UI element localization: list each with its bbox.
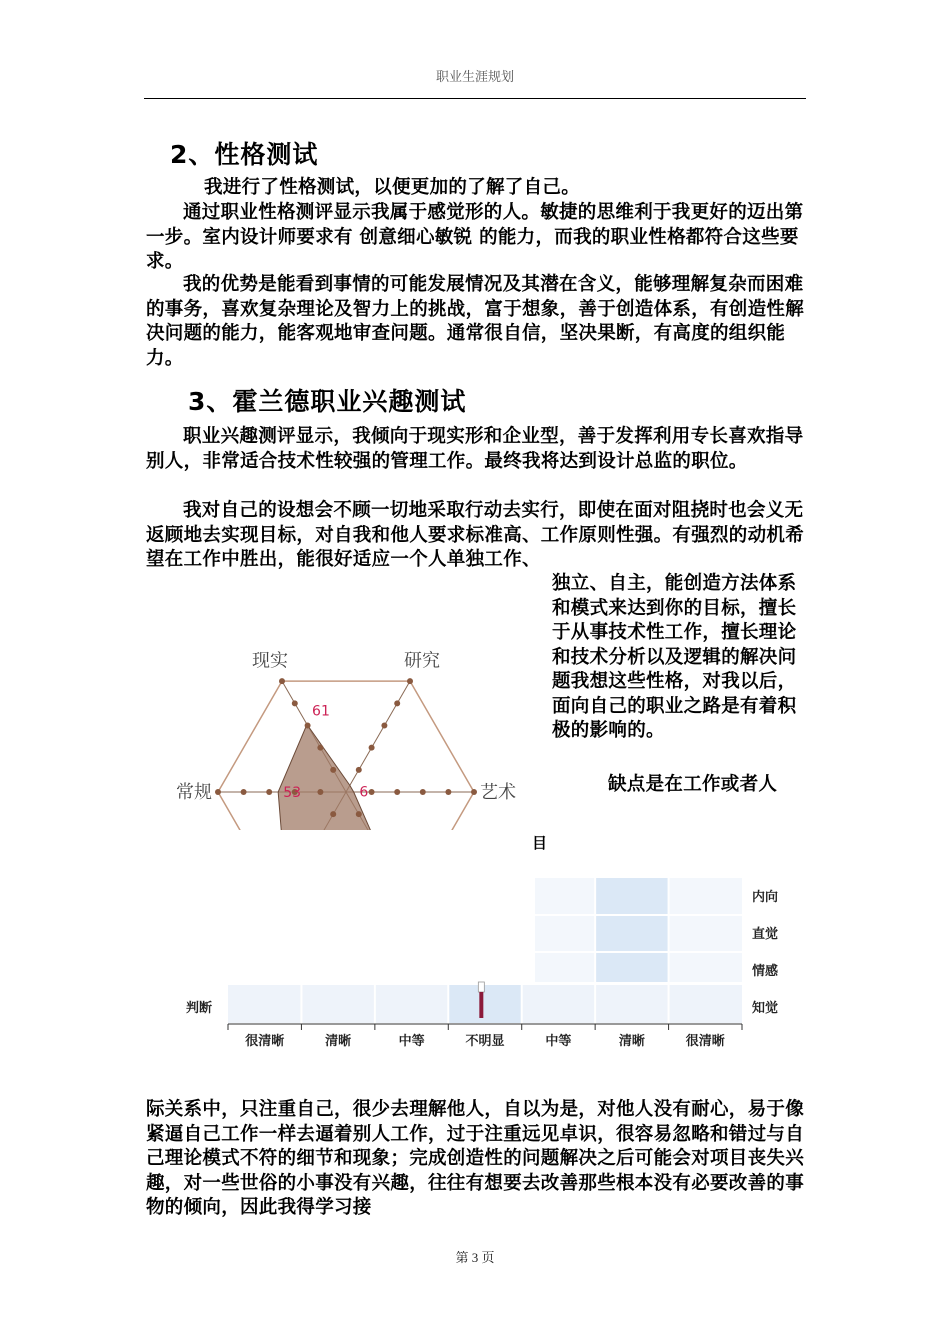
radar-grid-dot xyxy=(445,789,451,795)
heatmap-column-label: 清晰 xyxy=(325,1034,352,1049)
section-2-paragraph-2: 我的优势是能看到事情的可能发展情况及其潜在含义，能够理解复杂而困难的事务，喜欢复杂理论及智力上的挑战，富于想象，善于创造体系，有创造性解决问题的能力，能客观地审查问题。通常很自信，坚决果断，有高度的组织能力。 xyxy=(146,274,805,369)
radar-grid-dot xyxy=(215,789,221,795)
radar-grid-dot xyxy=(394,700,400,706)
radar-grid-dot xyxy=(356,811,362,817)
radar-grid-dot xyxy=(471,789,477,795)
radar-grid-dot xyxy=(356,767,362,773)
heatmap-row-label: 情感 xyxy=(752,964,779,979)
page-number: 第 3 页 xyxy=(455,1250,495,1265)
radar-grid-dot xyxy=(330,767,336,773)
heatmap-row-label: 知觉 xyxy=(752,1001,779,1016)
heatmap-row-label: 内向 xyxy=(752,890,779,905)
heatmap-column-label: 很清晰 xyxy=(245,1034,285,1049)
personality-heatmap xyxy=(180,830,800,1060)
radar-value-label: 6 xyxy=(359,784,369,801)
section-3-paragraph-1: 职业兴趣测评显示，我倾向于现实形和企业型，善于发挥利用专长喜欢指导别人，非常适合技术性较强的管理工作。最终我将达到设计总监的职位。 xyxy=(146,426,804,472)
heatmap-highlight-cell xyxy=(595,878,668,982)
radar-value-label: 61 xyxy=(312,703,330,720)
radar-grid-dot xyxy=(381,722,387,728)
section-3-heading: 3、霍兰德职业兴趣测试 xyxy=(188,387,467,416)
section-3-side-tail: 缺点是在工作或者人 xyxy=(608,774,778,795)
heatmap-marker xyxy=(479,992,483,1018)
section-3-paragraph-2: 我对自己的设想会不顾一切地采取行动去实行，即使在面对阻挠时也会义无返顾地去实现目标，对自我和他人要求标准高、工作原则性强。有强烈的动机希望在工作中胜出，能很好适应一个人单独工作、 xyxy=(146,500,805,570)
radar-axis-label: 常规 xyxy=(176,782,212,803)
heatmap-column-label: 中等 xyxy=(398,1034,425,1049)
radar-value-label: 53 xyxy=(283,785,302,801)
radar-axis-line xyxy=(346,681,410,792)
radar-grid-dot xyxy=(241,789,247,795)
heatmap-column-label: 清晰 xyxy=(618,1034,645,1049)
radar-grid-dot xyxy=(279,678,285,684)
radar-grid-dot xyxy=(317,745,323,751)
radar-grid-dot xyxy=(330,811,336,817)
section-3-side-text: 独立、自主，能创造方法体系和模式来达到你的目标，擅长于从事技术性工作，擅长理论和技术分析以及逻辑的解决问题我想这些性格，对我以后，面向自己的职业之路是有着积极的影响的。 xyxy=(552,573,797,741)
heatmap-column-label: 不明显 xyxy=(465,1034,505,1049)
section-2-intro: 我进行了性格测试，以便更加的了解了自己。 xyxy=(204,177,581,198)
radar-grid-dot xyxy=(305,722,311,728)
header-rule xyxy=(144,98,806,99)
section-2-paragraph-1: 通过职业性格测评显示我属于感觉形的人。敏捷的思维利于我更好的迈出第一步。室内设计师要求有 创意细心敏锐 的能力，而我的职业性格都符合这些要求。 xyxy=(146,202,804,272)
radar-grid-dot xyxy=(394,789,400,795)
section-2-heading: 2、性格测试 xyxy=(170,140,319,169)
section-3-continued: 际关系中，只注重自己，很少去理解他人，自以为是，对他人没有耐心，易于像紧逼自己工作一样去逼着别人工作，过于注重远见卓识，很容易忽略和错过与自己理论模式不符的细节和现象；完成创造性的问题解决之后可能会对项目丧失兴趣，对一些世俗的小事没有兴趣，往往有想要去改善那些根本没有必要改善的事物的倾向，因此我得学习接 xyxy=(146,1099,805,1218)
heatmap-bottom-highlight xyxy=(448,985,521,1023)
radar-grid-dot xyxy=(292,700,298,706)
radar-axis-label: 艺术 xyxy=(480,782,516,803)
heatmap-column-label: 很清晰 xyxy=(685,1034,725,1049)
heatmap-cropped-mark: 目 xyxy=(532,834,548,852)
heatmap-left-row-label: 判断 xyxy=(186,1001,213,1016)
radar-grid-dot xyxy=(266,789,272,795)
radar-axis-label: 研究 xyxy=(404,650,440,672)
heatmap-marker-cap xyxy=(478,982,484,992)
radar-grid-dot xyxy=(369,745,375,751)
radar-grid-dot xyxy=(420,789,426,795)
radar-grid-dot xyxy=(317,789,323,795)
radar-grid-dot xyxy=(407,678,413,684)
heatmap-row-label: 直觉 xyxy=(752,927,779,942)
heatmap-column-label: 中等 xyxy=(545,1034,572,1049)
radar-axis-label: 现实 xyxy=(252,650,288,672)
radar-grid-dot xyxy=(369,789,375,795)
page-header: 职业生涯规划 xyxy=(435,69,514,84)
